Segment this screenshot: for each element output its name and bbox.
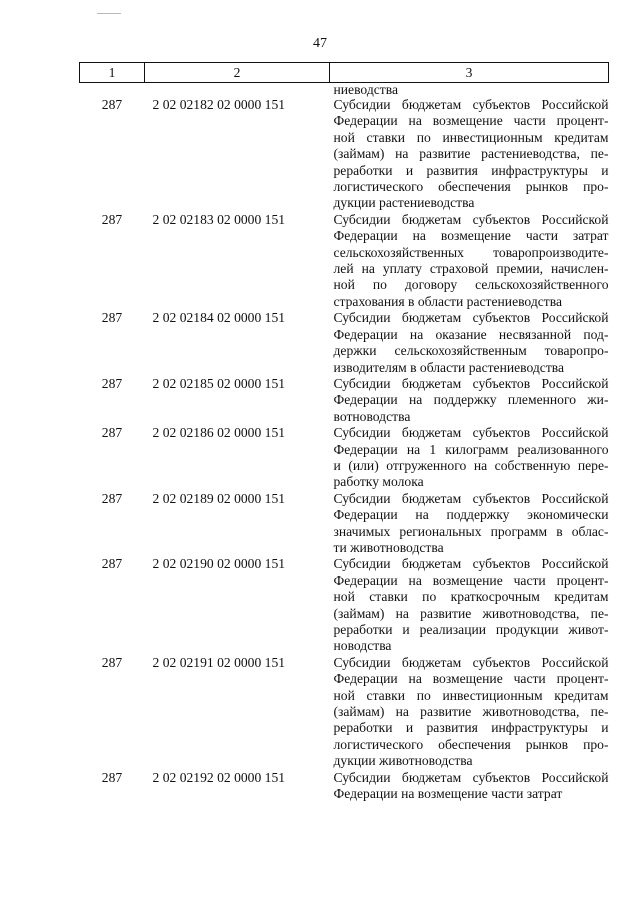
- continuation-row: [80, 83, 609, 98]
- description: [330, 655, 609, 770]
- description-line: ной ставки по инвестиционным кредитам: [333, 129, 609, 145]
- admin-code: 287: [101, 211, 123, 227]
- budget-code: 2 02 02186 02 0000 151: [152, 425, 286, 441]
- table-row: [80, 655, 609, 770]
- page-number: 47: [313, 36, 327, 51]
- budget-code: 2 02 02184 02 0000 151: [152, 310, 286, 326]
- admin-code: 287: [101, 375, 123, 391]
- description-line: Федерации на поддержку племенного жи-: [333, 392, 609, 408]
- description: [330, 491, 609, 557]
- header-row: [80, 63, 609, 83]
- continuation-text: ниеводства: [333, 82, 398, 97]
- description-line: Федерации на возмещение части процент-: [333, 572, 609, 588]
- description-line: Субсидии бюджетам субъектов Российской: [333, 490, 609, 506]
- description-line: Федерации на возмещение части затрат: [333, 228, 609, 244]
- admin-code: 287: [101, 490, 123, 506]
- description-line: дукции растениеводства: [333, 195, 475, 211]
- description-line: ти животноводства: [333, 539, 444, 555]
- description-line: дукции животноводства: [333, 753, 473, 769]
- description-line: Федерации на поддержку экономически: [333, 507, 609, 523]
- description-line: логистического обеспечения рынков про-: [333, 736, 609, 752]
- description: [330, 425, 609, 491]
- budget-code: 2 02 02191 02 0000 151: [152, 654, 286, 670]
- description-line: Федерации на оказание несвязанной под-: [333, 326, 609, 342]
- description-line: Субсидии бюджетам субъектов Российской: [333, 310, 609, 326]
- description-line: реработки и развития инфраструктуры и: [333, 162, 609, 178]
- description-line: Субсидии бюджетам субъектов Российской: [333, 556, 609, 572]
- column-header: 3: [330, 63, 609, 83]
- description-line: реработки и развития инфраструктуры и: [333, 720, 609, 736]
- description-line: лей на уплату страховой премии, начислен-: [333, 261, 609, 277]
- table-row: [80, 556, 609, 654]
- table-row: [80, 491, 609, 557]
- description-line: ной ставки по краткосрочным кредитам: [333, 589, 609, 605]
- description-line: сельскохозяйственных товаропроизводите-: [333, 244, 609, 260]
- document-table: [79, 62, 609, 802]
- admin-code: 287: [101, 310, 123, 326]
- description-line: Субсидии бюджетам субъектов Российской: [333, 97, 609, 112]
- budget-code: 2 02 02189 02 0000 151: [152, 490, 286, 506]
- column-header: 2: [145, 63, 330, 83]
- description-line: Субсидии бюджетам субъектов Российской: [333, 654, 609, 670]
- description-line: Федерации на возмещение части процент-: [333, 671, 609, 687]
- description-line: Субсидии бюджетам субъектов Российской: [333, 375, 609, 391]
- description-line: держки сельскохозяйственным товаропро-: [333, 343, 609, 359]
- description-line: вотноводства: [333, 408, 411, 424]
- description-line: реработки и реализации продукции живот-: [333, 622, 609, 637]
- budget-code: 2 02 02183 02 0000 151: [152, 211, 286, 227]
- table-row: [80, 212, 609, 310]
- description-line: Федерации на 1 килограмм реализованного: [333, 441, 609, 457]
- column-header: 1: [80, 63, 145, 83]
- description-line: (займам) на развитие животноводства, пе-: [333, 704, 609, 720]
- table-row: [80, 425, 609, 491]
- admin-code: 287: [101, 425, 123, 441]
- description-line: ной по договору сельскохозяйственного: [333, 277, 609, 293]
- description-line: и (или) отгруженного на собственную пере-: [333, 457, 609, 473]
- table-row: [80, 310, 609, 376]
- description-line: изводителям в области растениеводства: [333, 359, 565, 375]
- description-line: (займам) на развитие животноводства, пе-: [333, 605, 609, 621]
- description-line: Субсидии бюджетам субъектов Российской: [333, 425, 609, 441]
- description: [330, 376, 609, 425]
- admin-code: 287: [101, 97, 123, 112]
- admin-code: 287: [101, 556, 123, 572]
- description-line: Субсидии бюджетам субъектов Российской: [333, 769, 609, 785]
- budget-code: 2 02 02192 02 0000 151: [152, 769, 286, 785]
- description: [330, 556, 609, 654]
- description: [330, 97, 609, 212]
- budget-code: 2 02 02185 02 0000 151: [152, 375, 286, 391]
- description: [330, 310, 609, 376]
- description-line: Федерации на возмещение части затрат: [333, 786, 563, 802]
- admin-code: 287: [101, 769, 123, 785]
- table-row: [80, 97, 609, 212]
- description-line: работку молока: [333, 474, 424, 490]
- description-line: (займам) на развитие растениеводства, пе-: [333, 146, 609, 162]
- description-line: новодства: [333, 638, 392, 654]
- description: [330, 212, 609, 310]
- description-line: ной ставки по инвестиционным кредитам: [333, 687, 609, 703]
- admin-code: 287: [101, 654, 123, 670]
- description-line: страхования в области растениеводства: [333, 293, 562, 309]
- description-line: логистического обеспечения рынков про-: [333, 179, 609, 195]
- budget-code: 2 02 02190 02 0000 151: [152, 556, 286, 572]
- budget-code: 2 02 02182 02 0000 151: [152, 97, 286, 112]
- description-line: Субсидии бюджетам субъектов Российской: [333, 211, 609, 227]
- description: [330, 770, 609, 803]
- description-line: Федерации на возмещение части процент-: [333, 113, 609, 129]
- description-line: значимых региональных программ в облас-: [333, 523, 609, 539]
- table-row: [80, 376, 609, 425]
- table-row: [80, 770, 609, 803]
- scan-artifact: [97, 13, 121, 14]
